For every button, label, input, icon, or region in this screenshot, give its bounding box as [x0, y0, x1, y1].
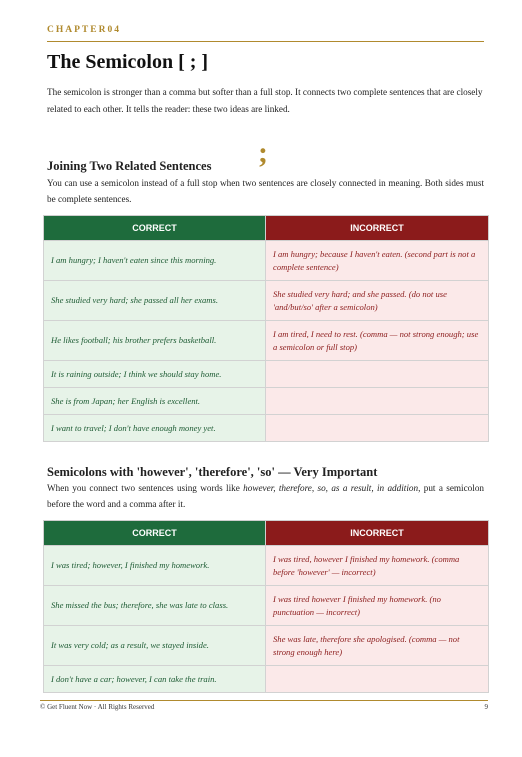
table-row [44, 241, 489, 281]
section1-body: You can use a semicolon instead of a full stop when two sentences are closely connected in meaning. Both sides must be complete sentences. [47, 178, 484, 204]
incorrect-empty-cell [266, 415, 489, 442]
correct-example: I don't have a car; however, I can take the train. [44, 666, 266, 693]
correct-example: I want to travel; I don't have enough money yet. [44, 415, 266, 442]
page-number: 9 [484, 703, 488, 711]
correct-example: She is from Japan; her English is excellent. [44, 388, 266, 415]
correct-example: She missed the bus; therefore, she was late to class. [44, 586, 266, 626]
table-row [44, 415, 489, 442]
incorrect-example: I am tired, I need to rest. (comma — not strong enough; use a semicolon or full stop) [266, 321, 489, 361]
intro-paragraph: The semicolon is stronger than a comma but softer than a full stop. It connects two complete sentences that are closely related to each other. It tells the reader: these two ideas are linked. [47, 87, 483, 114]
incorrect-empty-cell [266, 666, 489, 693]
incorrect-example: I am hungry; because I haven't eaten. (second part is not a complete sentence) [266, 241, 489, 281]
table-row [44, 546, 489, 586]
table-row [44, 281, 489, 321]
correct-example: It was very cold; as a result, we stayed inside. [44, 626, 266, 666]
correct-example: I am hungry; I haven't eaten since this morning. [44, 241, 266, 281]
table-row [44, 321, 489, 361]
table-header-row [44, 521, 489, 546]
table-row [44, 626, 489, 666]
table-row [44, 666, 489, 693]
incorrect-example: She was late, therefore she apologised. (comma — not strong enough here) [266, 626, 489, 666]
footer-divider [40, 700, 488, 701]
section2-heading: Semicolons with 'however', 'therefore', 'so' — Very Important [47, 465, 378, 479]
footer-copyright: © Get Fluent Now · All Rights Reserved [40, 703, 155, 711]
table-row [44, 361, 489, 388]
incorrect-example: She studied very hard; and she passed. (do not use 'and/but/so' after a semicolon) [266, 281, 489, 321]
table-row [44, 586, 489, 626]
correct-example: I was tired; however, I finished my homework. [44, 546, 266, 586]
incorrect-example: I was tired, however I finished my homework. (comma before 'however' — incorrect) [266, 546, 489, 586]
correct-example: He likes football; his brother prefers basketball. [44, 321, 266, 361]
incorrect-example: I was tired however I finished my homework. (no punctuation — incorrect) [266, 586, 489, 626]
example-words: however, therefore, so, as a result, in addition, [243, 483, 421, 493]
table-row [44, 388, 489, 415]
header-divider [47, 41, 484, 42]
incorrect-column-header: INCORRECT [266, 521, 489, 546]
section2-body: When you connect two sentences using words like however, therefore, so, as a result, in addition, put a semicolon before the word and a comma after it. [47, 483, 485, 509]
incorrect-column-header: INCORRECT [266, 216, 489, 241]
incorrect-empty-cell [266, 361, 489, 388]
semicolon-glyph: ; [258, 136, 268, 169]
section2-table [43, 520, 489, 693]
table-header-row [44, 216, 489, 241]
correct-column-header: CORRECT [44, 216, 266, 241]
incorrect-empty-cell [266, 388, 489, 415]
chapter-label: CHAPTER04 [47, 25, 121, 35]
section1-heading: Joining Two Related Sentences [47, 159, 212, 173]
correct-example: It is raining outside; I think we should stay home. [44, 361, 266, 388]
correct-example: She studied very hard; she passed all her exams. [44, 281, 266, 321]
correct-column-header: CORRECT [44, 521, 266, 546]
section1-table [43, 215, 489, 442]
page-title: The Semicolon [ ; ] [47, 51, 209, 73]
